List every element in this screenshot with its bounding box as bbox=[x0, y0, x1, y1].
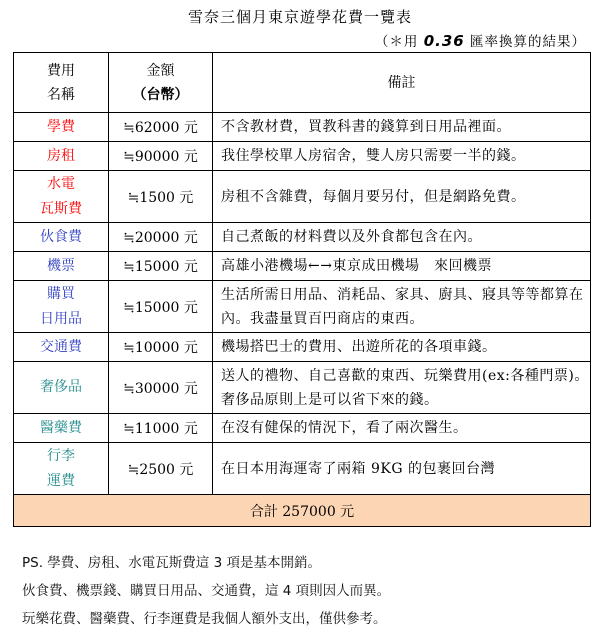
expense-note: 不含教材費，買教科書的錢算到日用品裡面。 bbox=[213, 113, 591, 142]
expense-name-cell bbox=[14, 443, 109, 495]
expense-name: 伙食費 bbox=[40, 228, 82, 245]
expense-amount: ≒20000 元 bbox=[109, 223, 213, 252]
expense-note: 我住學校單人房宿舍，雙人房只需要一半的錢。 bbox=[213, 142, 591, 171]
header-amount-line1: 金額 bbox=[146, 62, 175, 79]
expense-name-cell bbox=[14, 113, 109, 142]
expense-name-cell bbox=[14, 252, 109, 281]
header-name-line2: 名稱 bbox=[47, 86, 75, 103]
expense-name-cell bbox=[14, 171, 109, 223]
expense-note: 機場搭巴士的費用、出遊所花的各項車錢。 bbox=[213, 333, 591, 362]
header-name-cell bbox=[14, 53, 109, 113]
table-row bbox=[14, 223, 591, 252]
expense-name-line2: 瓦斯費 bbox=[40, 200, 82, 217]
cost-table bbox=[13, 52, 591, 527]
expense-amount: ≒90000 元 bbox=[109, 142, 213, 171]
table-row bbox=[14, 113, 591, 142]
table-row bbox=[14, 414, 591, 443]
expense-name-cell bbox=[14, 281, 109, 333]
total-cell: 合計 257000 元 bbox=[14, 495, 591, 527]
header-note-cell: 備註 bbox=[213, 53, 591, 113]
expense-amount: ≒30000 元 bbox=[109, 362, 213, 414]
expense-name: 水電 bbox=[47, 175, 75, 192]
ps-line: 伙食費、機票錢、購買日用品、交通費，這 4 項則因人而異。 bbox=[22, 583, 391, 599]
expense-name: 房租 bbox=[47, 147, 75, 164]
table-row bbox=[14, 443, 591, 495]
expense-name: 行李 bbox=[47, 447, 75, 464]
table-row bbox=[14, 362, 591, 414]
expense-note: 高雄小港機場←→東京成田機場 來回機票 bbox=[213, 252, 591, 281]
expense-note: 自己煮飯的材料費以及外食都包含在內。 bbox=[213, 223, 591, 252]
expense-name-cell bbox=[14, 223, 109, 252]
expense-name-line2: 日用品 bbox=[40, 310, 82, 327]
table-row bbox=[14, 281, 591, 333]
header-amount-unit: （台幣） bbox=[132, 86, 189, 103]
exchange-rate-note bbox=[375, 30, 586, 50]
ps-line: PS. 學費、房租、水電瓦斯費這 3 項是基本開銷。 bbox=[22, 555, 321, 571]
expense-amount: ≒10000 元 bbox=[109, 333, 213, 362]
expense-name: 購買 bbox=[47, 285, 75, 302]
expense-note: 在日本用海運寄了兩箱 9KG 的包裹回台灣 bbox=[213, 443, 591, 495]
expense-amount: ≒15000 元 bbox=[109, 281, 213, 333]
expense-name-line2: 運費 bbox=[47, 472, 75, 489]
expense-name: 交通費 bbox=[40, 338, 82, 355]
expense-amount: ≒11000 元 bbox=[109, 414, 213, 443]
table-header-row bbox=[14, 53, 591, 113]
expense-name: 奢侈品 bbox=[40, 379, 82, 395]
expense-amount: ≒2500 元 bbox=[109, 443, 213, 495]
expense-note: 送人的禮物、自己喜歡的東西、玩樂費用(ex:各種門票)。奢侈品原則上是可以省下來的錢。 bbox=[213, 362, 591, 414]
expense-amount: ≒15000 元 bbox=[109, 252, 213, 281]
expense-name-cell bbox=[14, 362, 109, 414]
expense-note: 在沒有健保的情況下，看了兩次醫生。 bbox=[213, 414, 591, 443]
exchange-rate-value: 0.36 bbox=[423, 32, 465, 50]
table-row bbox=[14, 142, 591, 171]
table-row bbox=[14, 333, 591, 362]
expense-amount: ≒62000 元 bbox=[109, 113, 213, 142]
ps-line: 玩樂花費、醫藥費、行李運費是我個人額外支出，僅供參考。 bbox=[22, 611, 387, 627]
header-amount-cell bbox=[109, 53, 213, 113]
expense-note: 房租不含雜費，每個月要另付，但是網路免費。 bbox=[213, 171, 591, 223]
expense-name: 機票 bbox=[47, 257, 75, 274]
page-title: 雪奈三個月東京遊學花費一覽表 bbox=[187, 8, 412, 26]
subtitle-prefix: （＊用 bbox=[374, 34, 424, 50]
expense-name: 學費 bbox=[47, 118, 75, 135]
expense-name-cell bbox=[14, 333, 109, 362]
expense-name-cell bbox=[14, 414, 109, 443]
expense-name-cell bbox=[14, 142, 109, 171]
table-row bbox=[14, 252, 591, 281]
expense-amount: ≒1500 元 bbox=[109, 171, 213, 223]
expense-name: 醫藥費 bbox=[40, 419, 82, 436]
table-row bbox=[14, 171, 591, 223]
expense-note: 生活所需日用品、消耗品、家具、廚具、寢具等等都算在內。我盡量買百円商店的東西。 bbox=[213, 281, 591, 333]
total-row bbox=[14, 495, 591, 527]
subtitle-suffix: 匯率換算的結果） bbox=[464, 34, 586, 50]
header-name-line1: 費用 bbox=[47, 62, 75, 79]
